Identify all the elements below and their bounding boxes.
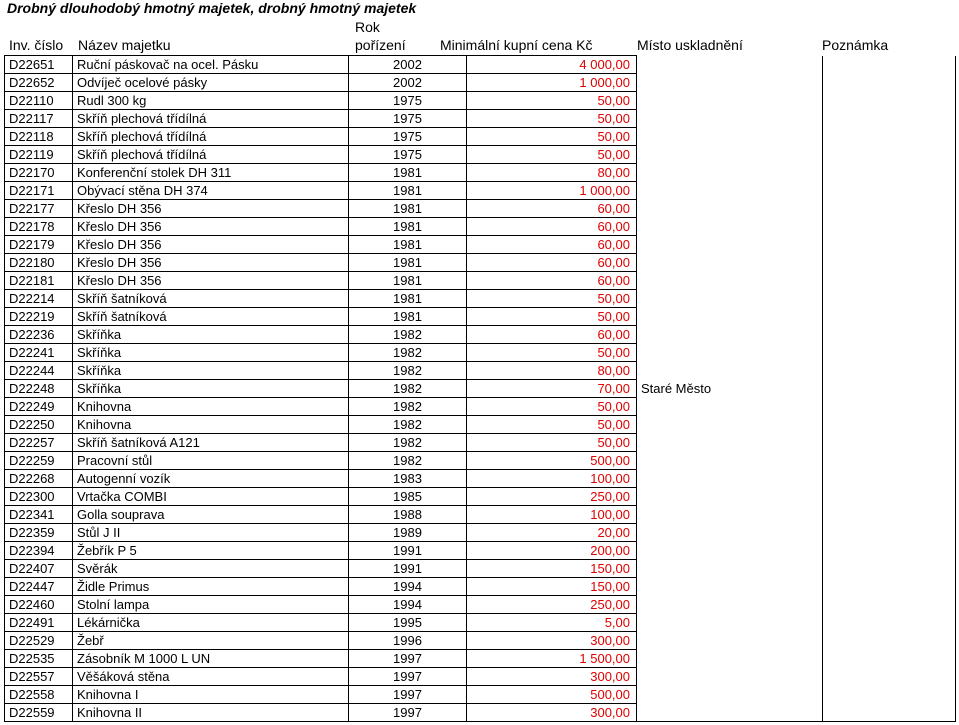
inv-number-cell: D22171 (5, 182, 73, 200)
asset-name-cell: Lékárnička (73, 614, 349, 632)
asset-name-cell: Stůl J II (73, 524, 349, 542)
year-cell: 1989 (349, 524, 467, 542)
year-cell: 1982 (349, 434, 467, 452)
header-year-line2: pořízení (355, 37, 406, 53)
asset-name-cell: Křeslo DH 356 (73, 200, 349, 218)
year-cell: 1981 (349, 254, 467, 272)
asset-name-cell: Ruční páskovač na ocel. Pásku (73, 56, 349, 74)
asset-name-cell: Skříň šatníková A121 (73, 434, 349, 452)
inv-number-cell: D22394 (5, 542, 73, 560)
asset-name-cell: Odvíječ ocelové pásky (73, 74, 349, 92)
inv-number-cell: D22117 (5, 110, 73, 128)
asset-name-cell: Skříň plechová třídílná (73, 128, 349, 146)
inv-number-cell: D22177 (5, 200, 73, 218)
price-cell: 50,00 (467, 344, 637, 362)
header-note: Poznámka (822, 37, 889, 53)
year-cell: 1975 (349, 146, 467, 164)
year-cell: 1982 (349, 452, 467, 470)
year-cell: 1975 (349, 92, 467, 110)
inv-number-cell: D22257 (5, 434, 73, 452)
year-cell: 1981 (349, 272, 467, 290)
price-cell: 60,00 (467, 218, 637, 236)
header-inv: Inv. číslo (9, 37, 64, 53)
price-cell: 60,00 (467, 254, 637, 272)
year-cell: 1981 (349, 236, 467, 254)
price-cell: 300,00 (467, 668, 637, 686)
year-cell: 1982 (349, 326, 467, 344)
price-cell: 300,00 (467, 704, 637, 722)
year-cell: 1994 (349, 596, 467, 614)
year-cell: 1996 (349, 632, 467, 650)
inv-number-cell: D22214 (5, 290, 73, 308)
inv-number-cell: D22559 (5, 704, 73, 722)
inv-number-cell: D22341 (5, 506, 73, 524)
page-title: Drobný dlouhodobý hmotný majetek, drobný hmotný majetek (7, 0, 417, 16)
price-cell: 60,00 (467, 326, 637, 344)
year-cell: 1981 (349, 200, 467, 218)
year-cell: 1975 (349, 110, 467, 128)
inv-number-cell: D22241 (5, 344, 73, 362)
inv-number-cell: D22110 (5, 92, 73, 110)
inv-number-cell: D22259 (5, 452, 73, 470)
asset-name-cell: Skříň plechová třídílná (73, 110, 349, 128)
inv-number-cell: D22236 (5, 326, 73, 344)
year-cell: 1975 (349, 128, 467, 146)
asset-name-cell: Žebřík P 5 (73, 542, 349, 560)
price-cell: 500,00 (467, 686, 637, 704)
price-cell: 4 000,00 (467, 56, 637, 74)
year-cell: 1981 (349, 164, 467, 182)
price-cell: 50,00 (467, 110, 637, 128)
asset-name-cell: Křeslo DH 356 (73, 272, 349, 290)
price-cell: 1 000,00 (467, 182, 637, 200)
year-cell: 1985 (349, 488, 467, 506)
asset-name-cell: Židle Primus (73, 578, 349, 596)
price-cell: 150,00 (467, 560, 637, 578)
price-cell: 200,00 (467, 542, 637, 560)
year-cell: 1997 (349, 650, 467, 668)
year-cell: 1981 (349, 308, 467, 326)
price-cell: 5,00 (467, 614, 637, 632)
asset-name-cell: Pracovní stůl (73, 452, 349, 470)
asset-table-body (5, 56, 956, 722)
inv-number-cell: D22180 (5, 254, 73, 272)
inv-number-cell: D22119 (5, 146, 73, 164)
asset-name-cell: Svěrák (73, 560, 349, 578)
asset-name-cell: Knihovna II (73, 704, 349, 722)
asset-name-cell: Skříňka (73, 326, 349, 344)
asset-name-cell: Křeslo DH 356 (73, 218, 349, 236)
asset-name-cell: Křeslo DH 356 (73, 236, 349, 254)
year-cell: 1991 (349, 542, 467, 560)
inv-number-cell: D22118 (5, 128, 73, 146)
inv-number-cell: D22181 (5, 272, 73, 290)
inv-number-cell: D22179 (5, 236, 73, 254)
price-cell: 60,00 (467, 236, 637, 254)
table-row (5, 56, 956, 74)
price-cell: 20,00 (467, 524, 637, 542)
inv-number-cell: D22407 (5, 560, 73, 578)
asset-name-cell: Skříň šatníková (73, 290, 349, 308)
inv-number-cell: D22244 (5, 362, 73, 380)
asset-name-cell: Věšáková stěna (73, 668, 349, 686)
price-cell: 1 500,00 (467, 650, 637, 668)
price-cell: 80,00 (467, 164, 637, 182)
price-cell: 100,00 (467, 470, 637, 488)
inv-number-cell: D22250 (5, 416, 73, 434)
asset-name-cell: Vrtačka COMBI (73, 488, 349, 506)
asset-name-cell: Autogenní vozík (73, 470, 349, 488)
year-cell: 1994 (349, 578, 467, 596)
asset-name-cell: Stolní lampa (73, 596, 349, 614)
year-cell: 1981 (349, 182, 467, 200)
price-cell: 50,00 (467, 308, 637, 326)
inv-number-cell: D22219 (5, 308, 73, 326)
inv-number-cell: D22652 (5, 74, 73, 92)
asset-name-cell: Křeslo DH 356 (73, 254, 349, 272)
year-cell: 1982 (349, 380, 467, 398)
price-cell: 60,00 (467, 272, 637, 290)
inv-number-cell: D22558 (5, 686, 73, 704)
asset-name-cell: Skříň plechová třídílná (73, 146, 349, 164)
price-cell: 50,00 (467, 146, 637, 164)
inv-number-cell: D22529 (5, 632, 73, 650)
year-cell: 1991 (349, 560, 467, 578)
inv-number-cell: D22170 (5, 164, 73, 182)
inv-number-cell: D22535 (5, 650, 73, 668)
year-cell: 1997 (349, 668, 467, 686)
inv-number-cell: D22447 (5, 578, 73, 596)
price-cell: 50,00 (467, 398, 637, 416)
price-cell: 150,00 (467, 578, 637, 596)
asset-name-cell: Rudl 300 kg (73, 92, 349, 110)
asset-name-cell: Knihovna (73, 416, 349, 434)
asset-name-cell: Knihovna (73, 398, 349, 416)
year-cell: 1988 (349, 506, 467, 524)
year-cell: 1983 (349, 470, 467, 488)
price-cell: 50,00 (467, 434, 637, 452)
price-cell: 500,00 (467, 452, 637, 470)
asset-name-cell: Golla souprava (73, 506, 349, 524)
price-cell: 1 000,00 (467, 74, 637, 92)
price-cell: 60,00 (467, 200, 637, 218)
asset-name-cell: Skříňka (73, 362, 349, 380)
storage-location-cell: Staré Město (637, 56, 823, 722)
year-cell: 1981 (349, 290, 467, 308)
year-cell: 2002 (349, 74, 467, 92)
price-cell: 50,00 (467, 128, 637, 146)
year-cell: 1982 (349, 344, 467, 362)
price-cell: 250,00 (467, 596, 637, 614)
year-cell: 2002 (349, 56, 467, 74)
asset-name-cell: Skříňka (73, 380, 349, 398)
asset-name-cell: Žebř (73, 632, 349, 650)
asset-name-cell: Skříňka (73, 344, 349, 362)
year-cell: 1997 (349, 686, 467, 704)
header-place: Místo uskladnění (637, 37, 743, 53)
price-cell: 100,00 (467, 506, 637, 524)
price-cell: 250,00 (467, 488, 637, 506)
inv-number-cell: D22248 (5, 380, 73, 398)
inv-number-cell: D22651 (5, 56, 73, 74)
price-cell: 50,00 (467, 290, 637, 308)
price-cell: 70,00 (467, 380, 637, 398)
inv-number-cell: D22268 (5, 470, 73, 488)
inv-number-cell: D22359 (5, 524, 73, 542)
inv-number-cell: D22557 (5, 668, 73, 686)
inv-number-cell: D22491 (5, 614, 73, 632)
inv-number-cell: D22300 (5, 488, 73, 506)
year-cell: 1982 (349, 416, 467, 434)
year-cell: 1982 (349, 398, 467, 416)
asset-name-cell: Obývací stěna DH 374 (73, 182, 349, 200)
inv-number-cell: D22249 (5, 398, 73, 416)
asset-name-cell: Knihovna I (73, 686, 349, 704)
asset-name-cell: Konferenční stolek DH 311 (73, 164, 349, 182)
header-name: Název majetku (78, 37, 171, 53)
price-cell: 80,00 (467, 362, 637, 380)
year-cell: 1995 (349, 614, 467, 632)
price-cell: 50,00 (467, 92, 637, 110)
year-cell: 1997 (349, 704, 467, 722)
header-year-line1: Rok (355, 19, 380, 35)
price-cell: 50,00 (467, 416, 637, 434)
header-price: Minimální kupní cena Kč (440, 37, 593, 53)
year-cell: 1982 (349, 362, 467, 380)
year-cell: 1981 (349, 218, 467, 236)
asset-name-cell: Skříň šatníková (73, 308, 349, 326)
inv-number-cell: D22178 (5, 218, 73, 236)
price-cell: 300,00 (467, 632, 637, 650)
asset-name-cell: Zásobník M 1000 L UN (73, 650, 349, 668)
asset-table (4, 55, 956, 722)
note-cell (823, 56, 956, 722)
inv-number-cell: D22460 (5, 596, 73, 614)
